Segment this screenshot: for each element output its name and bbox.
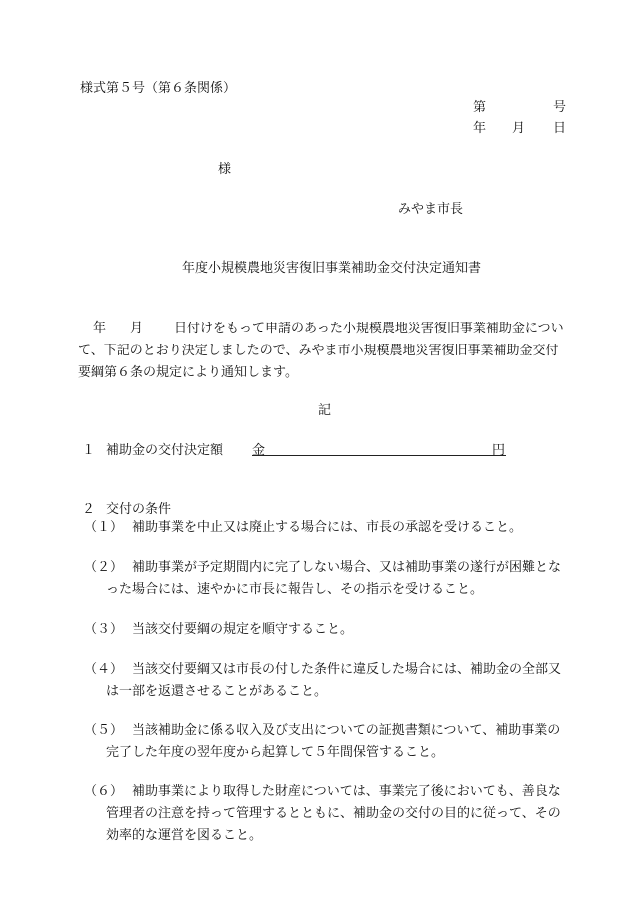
document-title: 年度小規模農地災害復旧事業補助金交付決定通知書 (182, 261, 482, 276)
condition-text: 補助事業により取得した財産については、事業完了後においても、善良な管理者の注意を持って管理するとともに、補助金の交付の目的に従って、その効率的な運営を図ること。 (106, 784, 561, 843)
condition-text: 補助事業を中止又は廃止する場合には、市長の承認を受けること。 (132, 520, 523, 535)
condition-number: （２） (84, 560, 124, 575)
form-label: 様式第５号（第６条関係） (80, 81, 237, 96)
condition-5 (84, 720, 570, 764)
doc-date-month: 月 (512, 121, 526, 136)
item2-label: 交付の条件 (106, 502, 172, 517)
body-line-2: て、下記のとおり決定しましたので、みやま市小規模農地災害復旧事業補助金交付 (78, 344, 559, 357)
item1-number: １ (82, 443, 96, 458)
item2-number: ２ (82, 502, 96, 517)
item1-amount-prefix: 金 (252, 443, 266, 458)
condition-text: 当該交付要綱又は市長の付した条件に違反した場合には、補助金の全部又は一部を返還させることがあること。 (106, 662, 562, 699)
doc-number-prefix: 第 (473, 100, 487, 115)
condition-number: （６） (84, 784, 124, 799)
ki-mark: 記 (318, 403, 332, 418)
item1-amount-unit: 円 (492, 443, 506, 458)
doc-date-day: 日 (553, 121, 567, 136)
issuer: みやま市長 (398, 202, 464, 217)
condition-number: （４） (84, 662, 124, 677)
condition-text: 当該補助金に係る収入及び支出についての証拠書類について、補助事業の完了した年度の翌年度から起算して５年間保管すること。 (106, 723, 561, 760)
amount-underline (252, 455, 506, 456)
item1-label: 補助金の交付決定額 (106, 443, 224, 458)
body-line-3: 要綱第６条の規定により通知します。 (78, 365, 298, 380)
condition-2 (84, 557, 570, 601)
condition-1 (84, 517, 570, 539)
condition-number: （３） (84, 622, 124, 637)
doc-number-suffix: 号 (553, 100, 567, 115)
condition-number: （５） (84, 723, 124, 738)
condition-6 (84, 781, 570, 847)
condition-text: 補助事業が予定期間内に完了しない場合、又は補助事業の遂行が困難となった場合には、速やかに市長に報告し、その指示を受けること。 (106, 560, 562, 597)
condition-text: 当該交付要綱の規定を順守すること。 (132, 622, 354, 637)
condition-3 (84, 619, 570, 641)
body-line-1: 日付けをもって申請のあった小規模農地災害復旧事業補助金につい (174, 322, 564, 335)
body-month: 月 (130, 321, 144, 336)
condition-4 (84, 659, 570, 703)
doc-date-year: 年 (473, 121, 487, 136)
condition-number: （１） (84, 520, 124, 535)
addressee-suffix: 様 (218, 162, 232, 177)
body-year: 年 (93, 321, 107, 336)
